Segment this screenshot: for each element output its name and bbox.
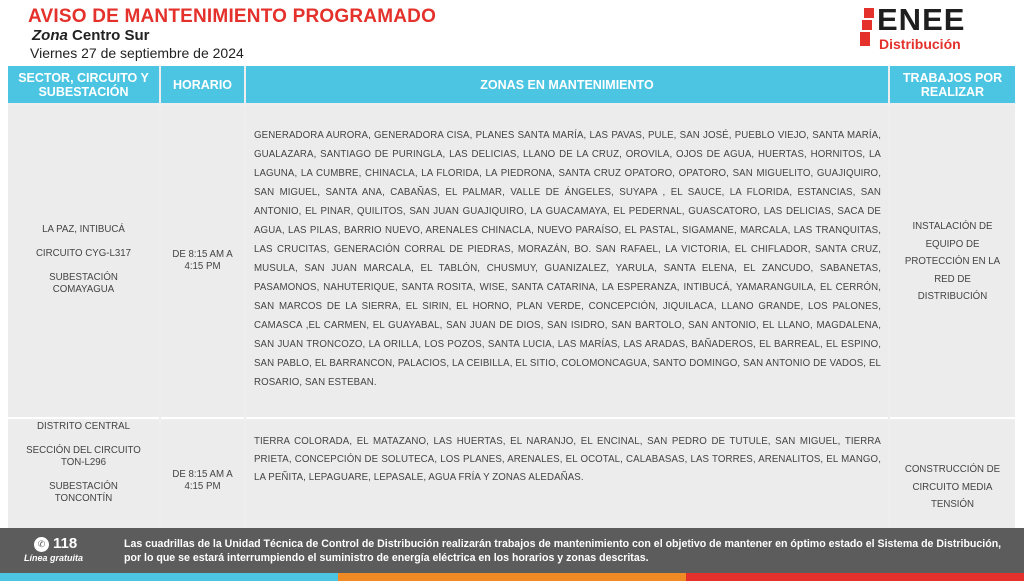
hotline-number: 118 [53,535,78,552]
logo-subtitle: Distribución [879,36,961,52]
zones-text: GENERADORA AURORA, GENERADORA CISA, PLANES SANTA MARÍA, LAS PAVAS, PULE, SAN JOSÉ, PUEBLO VIEJO, SANTA MARÍA, GUALAZARA, SANTIAGO DE PURINGLA, LAS DELICIAS, LLANO DE LA CRUZ, OROVILA, OJOS DE AGUA, HUERTAS, HORNITOS, LA LAGUNA, LA CUMBRE, CHINACLA, LA FLORIDA, LA PIEDRONA, SANTA CRUZ OPATORO, OPATORO, SAN MIGUELITO, GUAJIQUIRO, SAN MIGUEL, SANTA ANA, CABAÑAS, EL PALMAR, VALLE DE ÁNGELES, SUYAPA , EL SAUCE, LA FLORIDA, ESTANCIAS, SAN ANTONIO, EL PINAR, QUILITOS, SAN JUAN GUAJIQUIRO, LA GUACAMAYA, EL PEDERNAL, GUASCATORO, LAS DELICIAS, SACA DE AGUA, LAS PILAS, BARRIO NUEVO, ARENALES CHINACLA, NUEVO PARAÍSO, EL PASTAL, SIGAMANE, MARCALA, LAS TRANQUITAS, LAS CRUCITAS, GENERACIÓN CORRAL DE PIEDRAS, MORAZÁN, BO. SAN RAFAEL, LA VICTORIA, EL CHIFLADOR, SANTA CRUZ, MUSULA, SAN JUAN MARCALA, EL TABLÓN, CHUSMUY, GUANIZALEZ, YARULA, SANTA ELENA, EL ZANCUDO, SABANETAS, PASAMONOS, NAHUTERIQUE, SANTA ROSITA, WISE, SANTA CATARINA, LA ESPERANZA, INTIBUCÁ, YAMARANGUILA, EL CERRÓN, SAN MARCOS DE LA SIERRA, EL SIRIN, EL HORNO, PLAN VERDE, CONCEPCIÓN, JIQUILACA, LLANO GRANDE, LOS PALONES, CAMASCA ,EL CARMEN, EL GUAYABAL, SAN JUAN DE DIOS, SAN ISIDRO, SAN BARTOLO, SAN ANTONIO, EL LLANO, MAGDALENA, SAN JUAN TRONCOZO, LA ORILLA, LOS POZOS, SANTA LUCIA, LAS MARÍAS, LAS ARADAS, BAÑADEROS, EL BARREAL, EL ESPINO, SAN PABLO, EL BARRANCON, PALACIOS, LA CEIBILLA, EL SITIO, COLOMONCAGUA, SANTO DOMINGO, SAN ANTONIO DE VADOS, EL ROSARIO, SAN ESTEBAN. [254,130,881,388]
substation-name: SUBESTACIÓN TONCONTÍN [49,481,118,504]
hotline [24,536,114,568]
zone-name: Centro Sur [72,27,150,44]
sector-name: DISTRITO CENTRAL [37,421,130,432]
works-cell [890,421,1015,528]
schedule-cell [161,421,244,528]
page-title: AVISO DE MANTENIMIENTO PROGRAMADO [28,6,437,27]
notice-date: Viernes 27 de septiembre de 2024 [30,45,244,61]
color-stripe-orange [338,573,686,581]
column-header-sector: SECTOR, CIRCUITO Y SUBESTACIÓN [8,66,159,103]
circuit-name: SECCIÓN DEL CIRCUITO TON-L296 [26,445,141,468]
maintenance-table [8,66,1015,528]
substation-name: SUBESTACIÓN COMAYAGUA [49,272,118,295]
column-header-trabajos: TRABAJOS POR REALIZAR [890,66,1015,103]
works-text: CONSTRUCCIÓN DE CIRCUITO MEDIA TENSIÓN [904,464,1001,510]
column-header-horario: HORARIO [161,66,244,103]
schedule-cell [161,105,244,419]
enee-logo [860,2,1010,56]
logo-mark-icon [860,8,874,46]
sector-cell [8,105,159,419]
footer-bar [0,528,1024,573]
color-stripe-red [686,573,1024,581]
zone-word: Zona [32,27,68,44]
schedule-text: DE 8:15 AM A 4:15 PM [172,249,233,272]
schedule-text: DE 8:15 AM A 4:15 PM [172,469,233,492]
footer-notice: Las cuadrillas de la Unidad Técnica de Control de Distribución realizarán trabajos de mantenimiento con el objetivo de mantener en óptimo estado el Sistema de Distribución, por lo que se estará interrumpiendo el suministro de energía eléctrica en los horarios y zonas descritas. [124,538,1002,564]
zones-cell [246,421,888,528]
zone-heading [32,27,150,44]
notice-header [0,0,1024,66]
hotline-label: Línea gratuita [24,553,84,563]
circuit-name: CIRCUITO CYG-L317 [35,248,132,259]
sector-cell [8,421,159,528]
zones-cell [246,105,888,419]
zones-text: TIERRA COLORADA, EL MATAZANO, LAS HUERTAS, EL NARANJO, EL ENCINAL, SAN PEDRO DE TUTULE, SAN MIGUEL, TIERRA PRIETA, CONCEPCIÓN DE SOLUTECA, LOS PLANES, ARENALES, EL OCOTAL, CALABASAS, LAS TORRES, ARENALITOS, EL MANGO, LA PEÑITA, LEPAGUARE, LEPASALE, AGUA FRÍA Y ZONAS ALEDAÑAS. [254,436,881,483]
table-row [8,105,1015,419]
sector-name: LA PAZ, INTIBUCÁ [42,224,125,235]
color-stripe-blue [0,573,338,581]
works-cell [890,105,1015,419]
logo-name: ENEE [877,2,966,37]
phone-icon: ✆ [34,537,49,552]
table-row [8,421,1015,528]
column-header-zonas: ZONAS EN MANTENIMIENTO [246,66,888,103]
works-text: INSTALACIÓN DE EQUIPO DE PROTECCIÓN EN LA RED DE DISTRIBUCIÓN [904,221,1001,302]
